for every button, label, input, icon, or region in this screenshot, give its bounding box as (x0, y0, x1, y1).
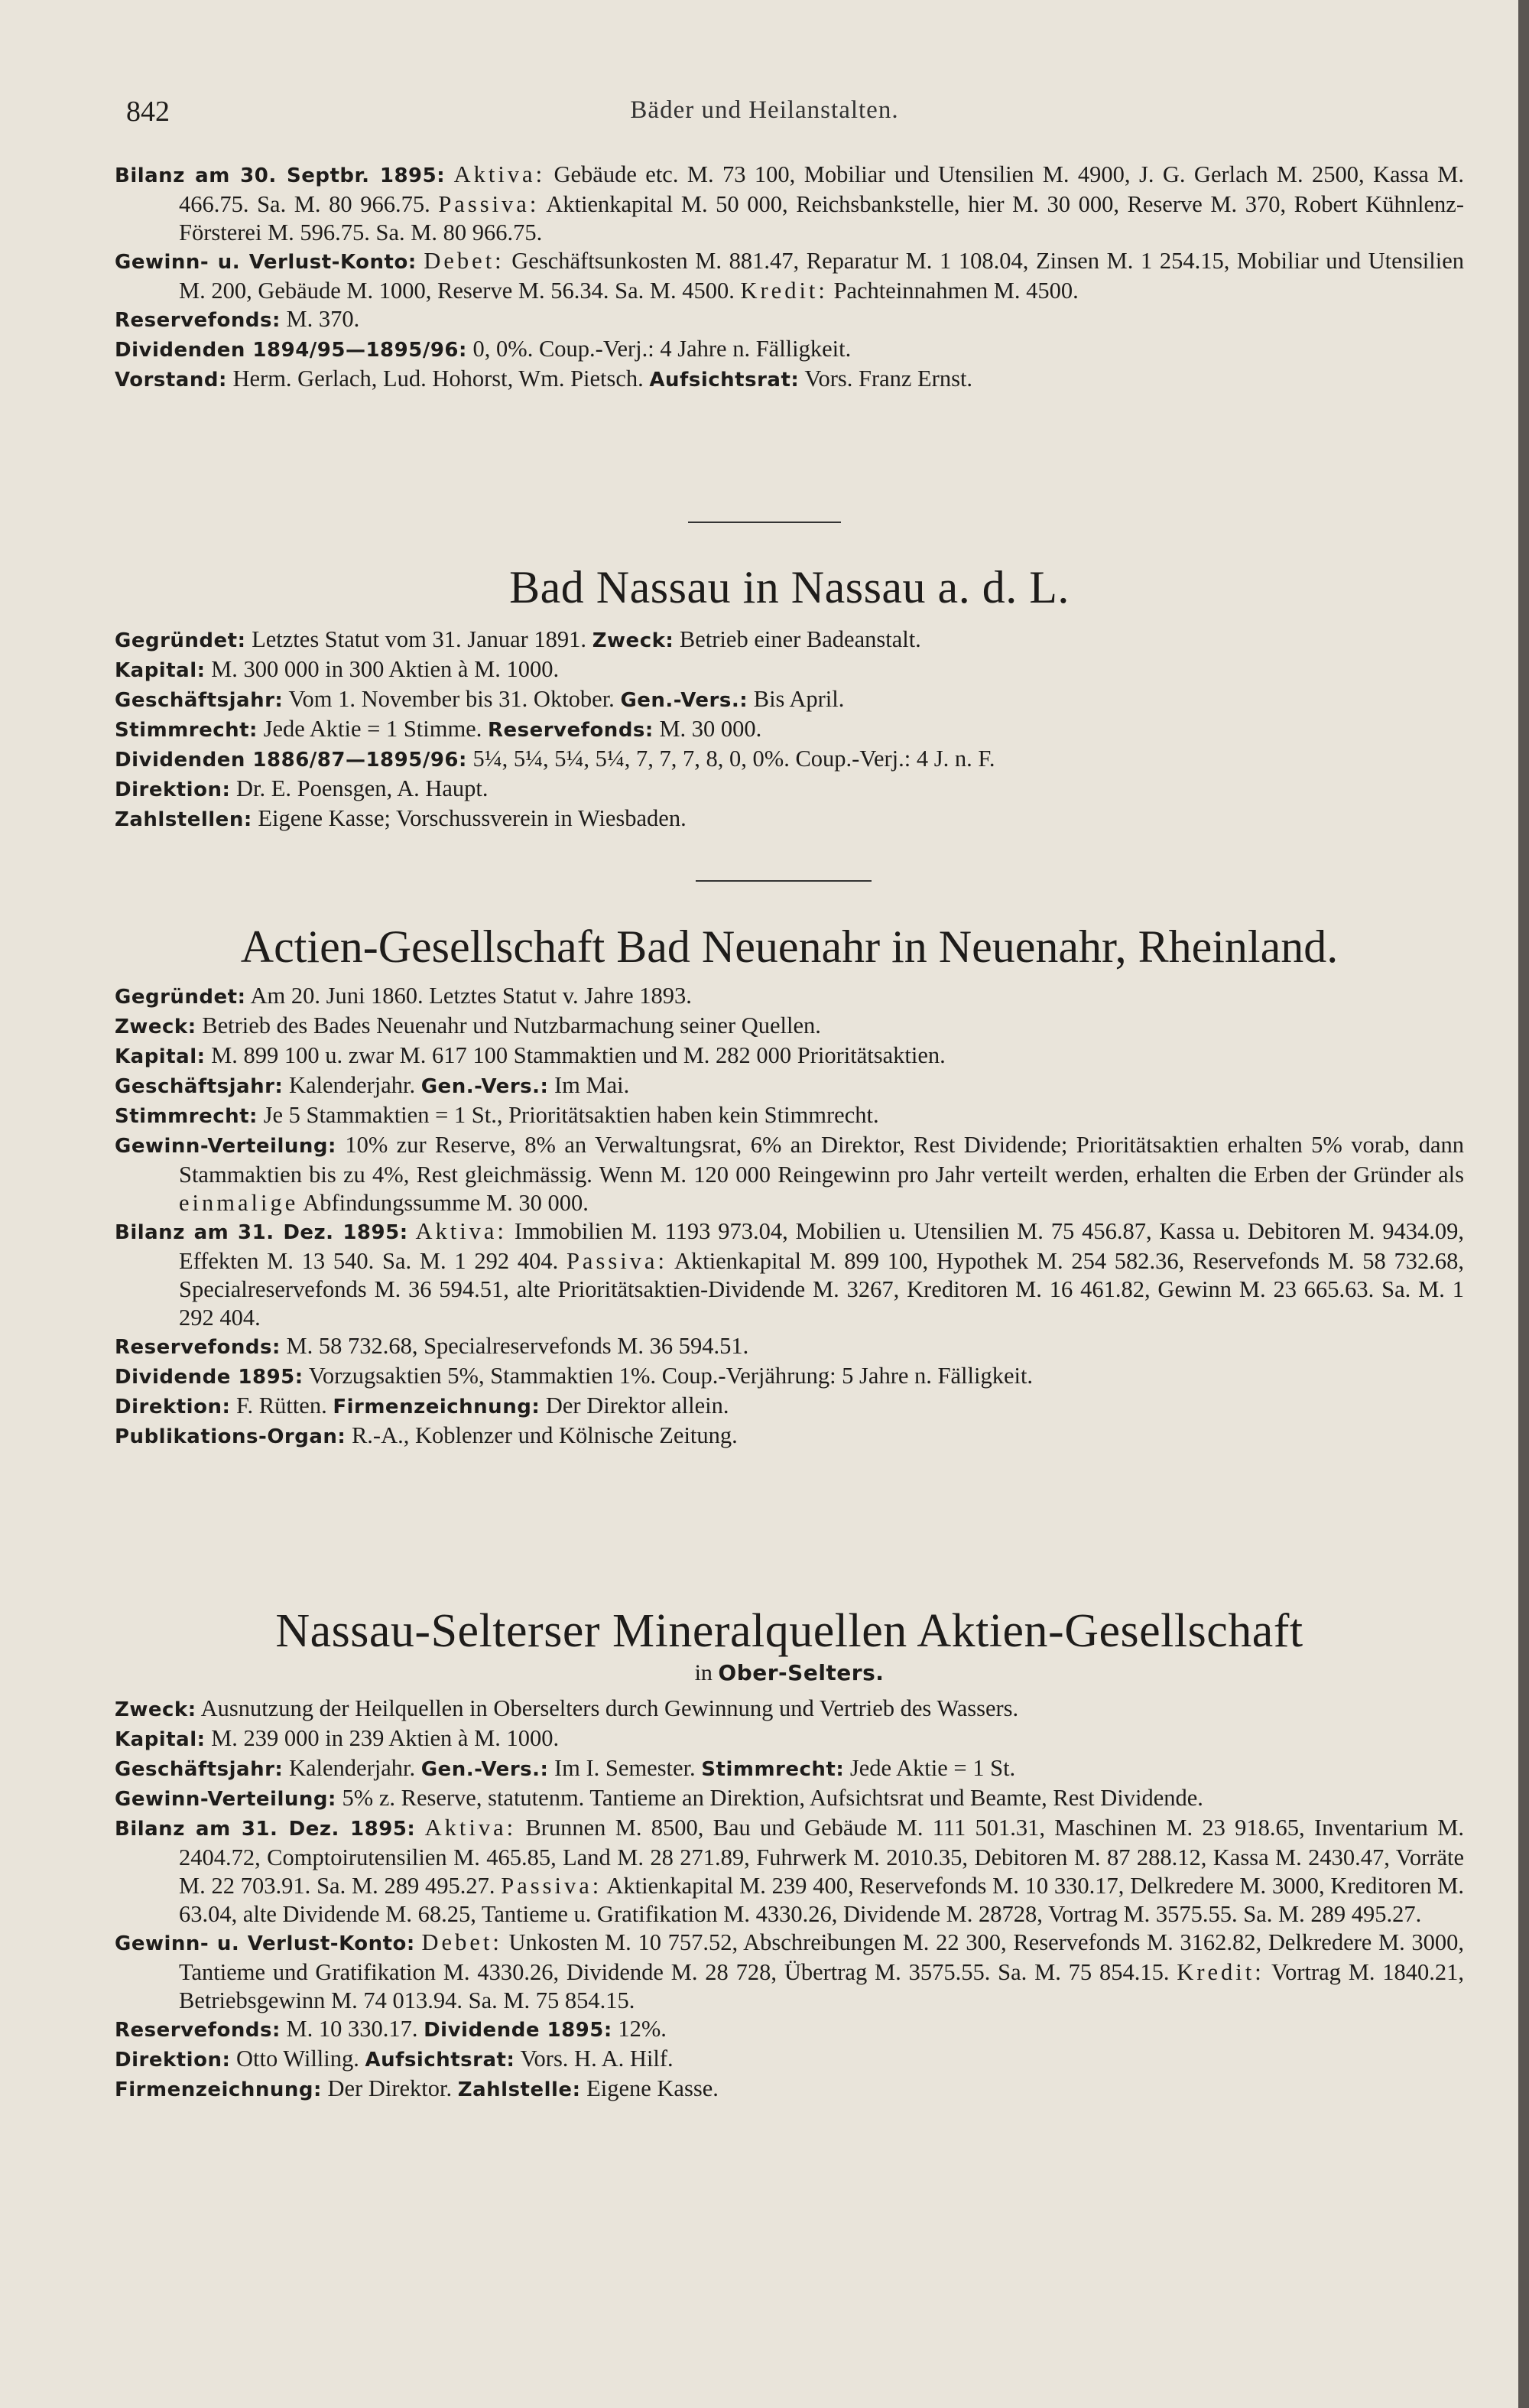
guv-entry (115, 1929, 1464, 2015)
dividende-entry (115, 1362, 1464, 1392)
firmenzeichnung-text: Der Direktor allein. (545, 1392, 729, 1418)
reserve-entry (115, 2015, 1464, 2045)
kapital-entry (115, 1724, 1464, 1754)
aufsichtsrat-label: Aufsichtsrat: (365, 2049, 515, 2072)
kredit-label: Kredit: (1177, 1959, 1264, 1985)
zweck-label: Zweck: (115, 1016, 196, 1038)
dividenden-label: Dividenden 1894/95—1895/96: (115, 339, 467, 362)
vorstand-label: Vorstand: (115, 369, 227, 392)
geschaeftsjahr-entry (115, 685, 1464, 715)
vorstand-entry (115, 365, 1464, 395)
direktion-text: Otto Willing. (235, 2046, 359, 2072)
page-number: 842 (126, 96, 170, 128)
zweck-label: Zweck: (592, 629, 674, 652)
zahlstelle-label: Zahlstelle: (457, 2078, 581, 2101)
bilanz-label: Bilanz am 31. Dez. 1895: (115, 1221, 408, 1244)
kredit-text: Pachteinnahmen M. 4500. (833, 278, 1079, 304)
stimmrecht-label: Stimmrecht: (115, 1105, 258, 1128)
aktiva-text: Immobilien M. 1193 973.04, Mobilien u. Utensilien M. 75 456.87, Kassa u. Debitoren M. 9434.09, Effekten M. 13 540. Sa. M. 1 292 404. (179, 1218, 1464, 1274)
separator-rule (688, 522, 841, 523)
kapital-text: M. 239 000 in 239 Aktien à M. 1000. (211, 1725, 560, 1751)
kapital-label: Kapital: (115, 1045, 206, 1068)
reserve-entry (115, 305, 1464, 335)
reserve-text: M. 10 330.17. (286, 2016, 418, 2042)
debet-label: Debet: (424, 248, 505, 274)
geschaeftsjahr-label: Geschäftsjahr: (115, 1075, 284, 1098)
dividende-label: Dividende 1895: (115, 1366, 304, 1389)
geschaeftsjahr-label: Geschäftsjahr: (115, 1758, 284, 1781)
direktion-label: Direktion: (115, 2049, 231, 2072)
company-title: Bad Nassau in Nassau a. d. L. (509, 562, 1070, 613)
direktion-entry (115, 1392, 1464, 1422)
subtitle-prefix: in (694, 1660, 713, 1685)
company-subtitle (115, 1659, 1464, 1687)
reserve-label: Reservefonds: (115, 309, 281, 332)
aktiva-label: Aktiva: (453, 161, 546, 187)
direktion-text: Dr. E. Poensgen, A. Haupt. (235, 775, 489, 801)
publikations-text: R.-A., Koblenzer und Kölnische Zeitung. (351, 1422, 738, 1448)
genvers-label: Gen.-Vers.: (420, 1758, 549, 1781)
aufsichtsrat-label: Aufsichtsrat: (649, 369, 800, 392)
direktion-label: Direktion: (115, 1396, 231, 1418)
direktion-text: F. Rütten. (235, 1392, 327, 1418)
entry-continuation-section (115, 161, 1464, 395)
separator-rule (696, 880, 872, 882)
genvers-label: Gen.-Vers.: (420, 1075, 549, 1098)
reserve-label: Reservefonds: (487, 719, 654, 742)
geschaeftsjahr-text: Vom 1. November bis 31. Oktober. (288, 686, 615, 712)
zahlstellen-text: Eigene Kasse; Vorschussverein in Wiesbaden. (258, 805, 687, 831)
gewinn-verteilung-text: 5% z. Reserve, statutenm. Tantieme an Direktion, Aufsichtsrat und Beamte, Rest Dividende. (342, 1785, 1203, 1811)
genvers-text: Im I. Semester. (554, 1755, 696, 1781)
guv-label: Gewinn- u. Verlust-Konto: (115, 1932, 415, 1955)
passiva-label: Passiva: (566, 1248, 667, 1274)
gewinn-verteilung-label: Gewinn-Verteilung: (115, 1788, 336, 1811)
gegruendet-label: Gegründet: (115, 629, 246, 652)
gewinn-verteilung-text-end: Abfindungssumme M. 30 000. (303, 1190, 589, 1216)
company-title: Nassau-Selterser Mineralquellen Aktien-Gesellschaft (275, 1605, 1303, 1657)
kapital-entry (115, 1042, 1464, 1071)
zweck-entry (115, 1012, 1464, 1042)
gegruendet-label: Gegründet: (115, 986, 246, 1009)
gewinn-verteilung-entry (115, 1131, 1464, 1217)
page-edge-shadow (1518, 0, 1529, 2408)
aktiva-text: Gebäude etc. M. 73 100, Mobiliar und Utensilien M. 4900, J. G. Gerlach M. 2500, Kassa M. 466.75. Sa. M. 80 966.75. (179, 161, 1465, 217)
stimmrecht-text: Jede Aktie = 1 St. (849, 1755, 1016, 1781)
passiva-text: Aktienkapital M. 239 400, Reservefonds M. 10 330.17, Delkredere M. 3000, Kreditoren M. 63.04, alte Dividende M. 68.25, Tantieme u. Gratifikation M. 4330.26, Dividende M. 28728, Vortrag M. 3575.55. Sa. M. 289 495.27. (179, 1873, 1464, 1927)
stimmrecht-text: Jede Aktie = 1 Stimme. (263, 716, 482, 742)
guv-entry (115, 247, 1464, 305)
geschaeftsjahr-text: Kalenderjahr. (288, 1755, 416, 1781)
genvers-text: Bis April. (753, 686, 845, 712)
gewinn-verteilung-label: Gewinn-Verteilung: (115, 1135, 336, 1158)
kapital-label: Kapital: (115, 659, 206, 682)
debet-text: Geschäftsunkosten M. 881.47, Reparatur M. 1 108.04, Zinsen M. 1 254.15, Mobiliar und Utensilien M. 200, Gebäude M. 1000, Reserve M. 56.34. Sa. M. 4500. (179, 248, 1465, 304)
gegruendet-text: Letztes Statut vom 31. Januar 1891. (252, 626, 587, 652)
dividende-label: Dividende 1895: (424, 2019, 612, 2042)
zweck-text: Ausnutzung der Heilquellen in Oberselters durch Gewinnung und Vertrieb des Wassers. (200, 1695, 1019, 1721)
passiva-label: Passiva: (438, 191, 540, 217)
passiva-label: Passiva: (501, 1873, 602, 1899)
gegruendet-text: Am 20. Juni 1860. Letztes Statut v. Jahre 1893. (250, 983, 692, 1009)
kapital-entry (115, 655, 1464, 685)
stimmrecht-label: Stimmrecht: (701, 1758, 845, 1781)
aktiva-label: Aktiva: (415, 1218, 507, 1244)
zahlstellen-entry (115, 804, 1464, 834)
geschaeftsjahr-entry (115, 1071, 1464, 1101)
zweck-entry (115, 1695, 1464, 1724)
reserve-label: Reservefonds: (115, 1336, 281, 1359)
dividenden-label: Dividenden 1886/87—1895/96: (115, 749, 467, 772)
dividenden-text: 5¼, 5¼, 5¼, 5¼, 7, 7, 7, 8, 0, 0%. Coup.-Verj.: 4 J. n. F. (472, 746, 995, 772)
reserve-text: M. 30 000. (659, 716, 762, 742)
genvers-text: Im Mai. (554, 1072, 630, 1098)
company-section-bad-nassau (115, 557, 1464, 834)
passiva-text: Aktienkapital M. 50 000, Reichsbankstelle, hier M. 30 000, Reserve M. 370, Robert Kühnlenz-Försterei M. 596.75. Sa. M. 80 966.75. (179, 191, 1464, 245)
zweck-label: Zweck: (115, 1698, 196, 1721)
reserve-label: Reservefonds: (115, 2019, 281, 2042)
passiva-text: Aktienkapital M. 899 100, Hypothek M. 254 582.36, Reservefonds M. 58 732.68, Specialreservefonds M. 36 594.51, alte Prioritätsaktien-Dividende M. 3267, Kreditoren M. 16 461.82, Gewinn M. 23 665.63. Sa. M. 1 292 404. (179, 1248, 1465, 1331)
gewinn-verteilung-spaced-word: einmalige (179, 1190, 299, 1216)
direktion-entry (115, 2045, 1464, 2075)
bilanz-entry (115, 1217, 1464, 1332)
debet-text: Unkosten M. 10 757.52, Abschreibungen M. 22 300, Reservefonds M. 3162.82, Delkredere M. 3000, Tantieme und Gratifikation M. 4330.26, Dividende M. 28 728, Übertrag M. 3575.55. Sa. M. 75 854.15. (179, 1929, 1465, 1985)
genvers-label: Gen.-Vers.: (620, 689, 748, 712)
company-section-nassau-selterser (115, 1603, 1464, 2104)
stimmrecht-label: Stimmrecht: (115, 719, 258, 742)
stimmrecht-entry (115, 715, 1464, 745)
page-header (0, 95, 1529, 135)
firmenzeichnung-label: Firmenzeichnung: (333, 1396, 541, 1418)
company-title: Actien-Gesellschaft Bad Neuenahr in Neuenahr, Rheinland. (240, 921, 1339, 972)
bilanz-entry (115, 161, 1464, 247)
zweck-text: Betrieb des Bades Neuenahr und Nutzbarmachung seiner Quellen. (202, 1012, 821, 1038)
geschaeftsjahr-entry (115, 1754, 1464, 1784)
aufsichtsrat-text: Vors. H. A. Hilf. (520, 2046, 674, 2072)
firmenzeichnung-label: Firmenzeichnung: (115, 2078, 322, 2101)
dividende-text: Vorzugsaktien 5%, Stammaktien 1%. Coup.-Verjährung: 5 Jahre n. Fälligkeit. (308, 1363, 1034, 1389)
dividenden-entry (115, 335, 1464, 365)
zweck-text: Betrieb einer Badeanstalt. (679, 626, 921, 652)
aufsichtsrat-text: Vors. Franz Ernst. (804, 366, 973, 392)
subtitle-place: Ober-Selters. (718, 1660, 885, 1685)
kredit-label: Kredit: (740, 278, 828, 304)
running-title: Bäder und Heilanstalten. (630, 96, 899, 124)
publikations-label: Publikations-Organ: (115, 1425, 346, 1448)
stimmrecht-text: Je 5 Stammaktien = 1 St., Prioritätsaktien haben kein Stimmrecht. (263, 1102, 879, 1128)
gewinn-verteilung-text: 10% zur Reserve, 8% an Verwaltungsrat, 6% an Direktor, Rest Dividende; Prioritätsaktien erhalten 5% vorab, dann Stammaktien bis zu 4%, Rest gleichmässig. Wenn M. 120 000 Reingewinn pro Jahr verteilt werden, erhalten die Erben der Gründer als (179, 1132, 1464, 1188)
bilanz-label: Bilanz am 31. Dez. 1895: (115, 1818, 416, 1841)
reserve-text: M. 370. (286, 306, 360, 332)
firmenzeichnung-entry (115, 2075, 1464, 2104)
zahlstelle-text: Eigene Kasse. (586, 2075, 719, 2101)
firmenzeichnung-text: Der Direktor. (327, 2075, 453, 2101)
dividenden-text: 0, 0%. Coup.-Verj.: 4 Jahre n. Fälligkeit. (472, 336, 852, 362)
geschaeftsjahr-label: Geschäftsjahr: (115, 689, 284, 712)
reserve-text: M. 58 732.68, Specialreservefonds M. 36 594.51. (286, 1333, 749, 1359)
gegruendet-entry (115, 982, 1464, 1012)
guv-label: Gewinn- u. Verlust-Konto: (115, 251, 417, 274)
company-section-bad-neuenahr (115, 916, 1464, 1451)
gegruendet-entry (115, 626, 1464, 655)
gewinn-verteilung-entry (115, 1784, 1464, 1814)
bilanz-entry (115, 1814, 1464, 1929)
kapital-text: M. 899 100 u. zwar M. 617 100 Stammaktien und M. 282 000 Prioritätsaktien. (211, 1042, 946, 1068)
kapital-label: Kapital: (115, 1728, 206, 1751)
reserve-entry (115, 1332, 1464, 1362)
geschaeftsjahr-text: Kalenderjahr. (288, 1072, 416, 1098)
debet-label: Debet: (421, 1929, 502, 1955)
kredit-text: Vortrag M. 1840.21, Betriebsgewinn M. 74 013.94. Sa. M. 75 854.15. (179, 1959, 1465, 2013)
vorstand-text: Herm. Gerlach, Lud. Hohorst, Wm. Pietsch. (232, 366, 644, 392)
kapital-text: M. 300 000 in 300 Aktien à M. 1000. (211, 656, 560, 682)
aktiva-text: Brunnen M. 8500, Bau und Gebäude M. 111 501.31, Maschinen M. 23 918.65, Inventarium M. 2404.72, Comptoirutensilien M. 465.85, Land M. 28 271.89, Fuhrwerk M. 2010.35, Debitoren M. 87 288.12, Kassa M. 2430.47, Vorräte M. 22 703.91. Sa. M. 289 495.27. (179, 1815, 1465, 1899)
publikations-entry (115, 1422, 1464, 1451)
dividende-text: 12%. (618, 2016, 667, 2042)
direktion-label: Direktion: (115, 778, 231, 801)
dividenden-entry (115, 745, 1464, 775)
stimmrecht-entry (115, 1101, 1464, 1131)
direktion-entry (115, 775, 1464, 804)
aktiva-label: Aktiva: (424, 1815, 517, 1841)
zahlstellen-label: Zahlstellen: (115, 808, 252, 831)
bilanz-label: Bilanz am 30. Septbr. 1895: (115, 164, 446, 187)
